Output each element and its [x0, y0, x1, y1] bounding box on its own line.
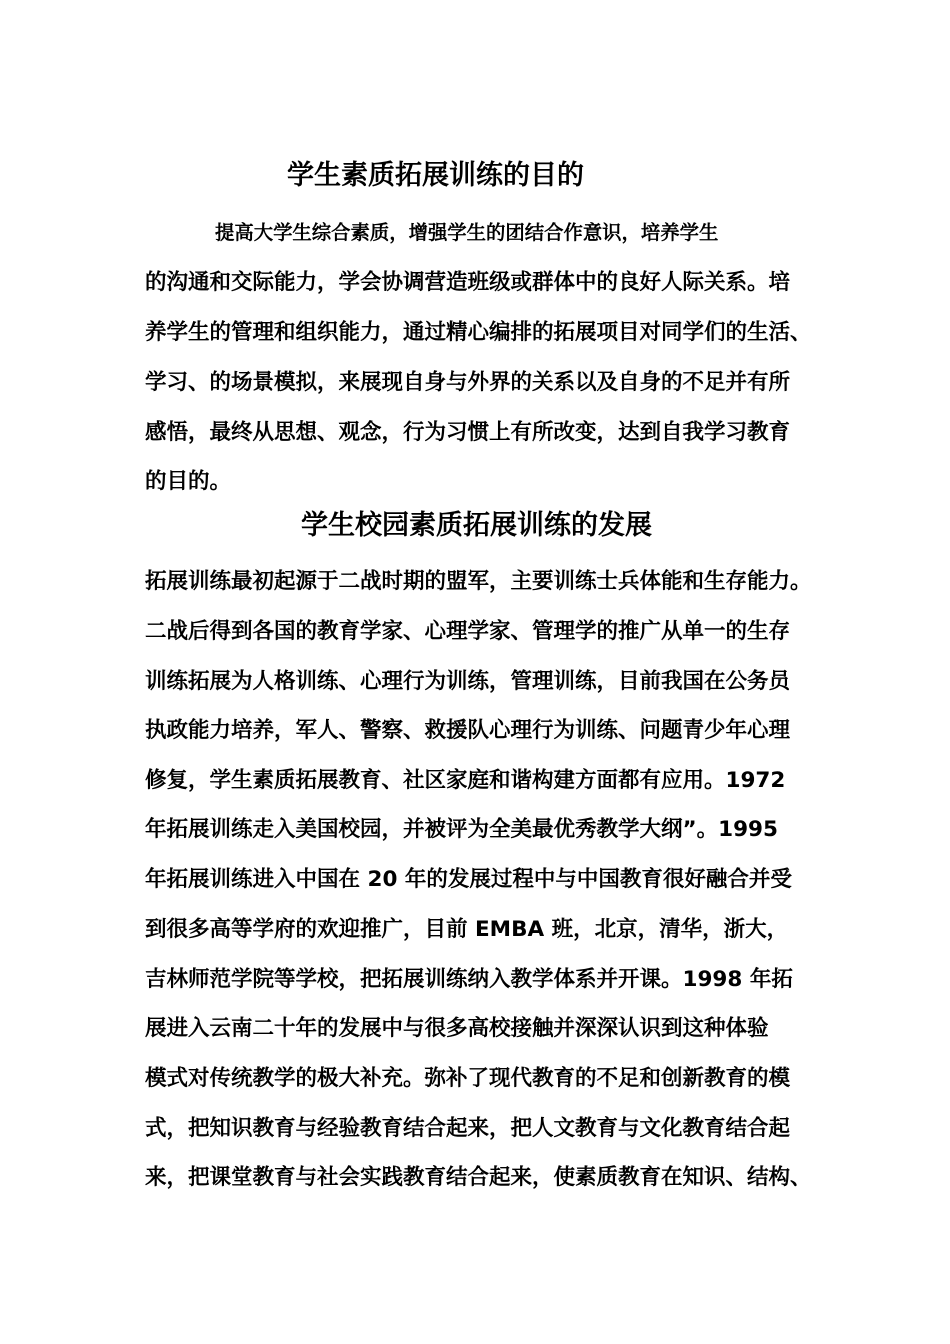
- paragraph-1-line: 学习、的场景模拟，来展现自身与外界的关系以及自身的不足并有所: [145, 370, 791, 395]
- paragraph-1-line: 感悟，最终从思想、观念，行为习惯上有所改变，达到自我学习教育: [145, 420, 791, 445]
- paragraph-2-line: 模式对传统教学的极大补充。弥补了现代教育的不足和创新教育的模: [145, 1066, 791, 1091]
- paragraph-2-line: 拓展训练最初起源于二战时期的盟军，主要训练士兵体能和生存能力。: [145, 569, 812, 594]
- section-1-title: 学生素质拓展训练的目的: [287, 160, 584, 191]
- paragraph-2-line: 修复，学生素质拓展教育、社区家庭和谐构建方面都有应用。1972: [145, 768, 786, 793]
- paragraph-2-line: 展进入云南二十年的发展中与很多高校接触并深深认识到这种体验: [145, 1016, 769, 1041]
- paragraph-1-line: 的沟通和交际能力，学会协调营造班级或群体中的良好人际关系。培: [145, 270, 791, 295]
- paragraph-2-line: 吉林师范学院等学校，把拓展训练纳入教学体系并开课。1998 年拓: [145, 967, 793, 992]
- paragraph-2-line: 式，把知识教育与经验教育结合起来，把人文教育与文化教育结合起: [145, 1116, 791, 1141]
- paragraph-1-line: 提高大学生综合素质，增强学生的团结合作意识，培养学生: [215, 221, 719, 244]
- section-2-title: 学生校园素质拓展训练的发展: [301, 510, 652, 541]
- paragraph-2-line: 到很多高等学府的欢迎推广，目前 EMBA 班，北京，清华，浙大，: [145, 917, 789, 942]
- paragraph-2-line: 年拓展训练走入美国校园，并被评为全美最优秀教学大纲”。1995: [145, 817, 778, 842]
- paragraph-1-line: 养学生的管理和组织能力，通过精心编排的拓展项目对同学们的生活、: [145, 320, 812, 345]
- paragraph-2-line: 执政能力培养，军人、警察、救援队心理行为训练、问题青少年心理: [145, 718, 791, 743]
- paragraph-1-line: 的目的。: [145, 469, 232, 494]
- paragraph-2-line: 二战后得到各国的教育学家、心理学家、管理学的推广从单一的生存: [145, 619, 791, 644]
- paragraph-2-line: 来，把课堂教育与社会实践教育结合起来，使素质教育在知识、结构、: [145, 1165, 812, 1190]
- paragraph-2-line: 年拓展训练进入中国在 20 年的发展过程中与中国教育很好融合并受: [145, 867, 792, 892]
- paragraph-2-line: 训练拓展为人格训练、心理行为训练，管理训练，目前我国在公务员: [145, 669, 791, 694]
